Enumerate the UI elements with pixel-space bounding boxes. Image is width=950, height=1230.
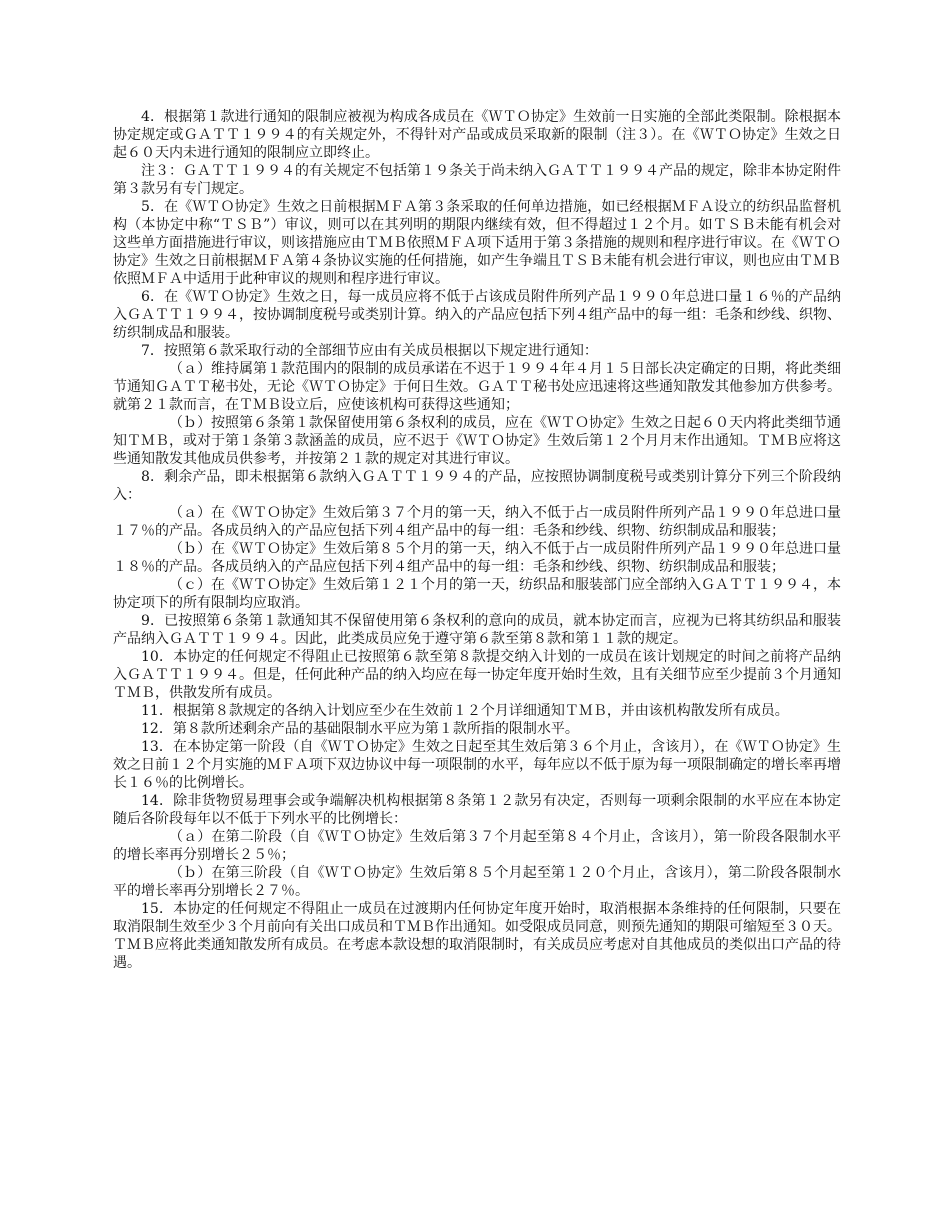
footnote-3: 注３：ＧＡＴＴ１９９４的有关规定不包括第１９条关于尚未纳入ＧＡＴＴ１９９４产品的规定，除非本协定附件第３款另有专门规定。 [113,163,841,197]
paragraph-8a: （ａ）在《ＷＴＯ协定》生效后第３７个月的第一天，纳入不低于占一成员附件所列产品１９９０年总进口量１７％的产品。各成员纳入的产品应包括下列４组产品中的每一组：毛条和纱线、织物、纺织制成品和服装； [113,505,841,539]
paragraph-11: 11．根据第８款规定的各纳入计划应至少在生效前１２个月详细通知ＴＭＢ，并由该机构散发所有成员。 [141,703,789,719]
paragraph-9: 9．已按照第６条第１款通知其不保留使用第６条权利的意向的成员，就本协定而言，应视为已将其纺织品和服装产品纳入ＧＡＴＴ１９９４。因此，此类成员应免于遵守第６款至第８款和第１１款的规定。 [113,613,841,647]
paragraph-6: 6．在《ＷＴＯ协定》生效之日，每一成员应将不低于占该成员附件所列产品１９９０年总进口量１６％的产品纳入ＧＡＴＴ１９９４，按协调制度税号或类别计算。纳入的产品应包括下列４组产品中的每一组：毛条和纱线、织物、纺织制成品和服装。 [113,289,841,341]
paragraph-8c: （ｃ）在《ＷＴＯ协定》生效后第１２１个月的第一天，纺织品和服装部门应全部纳入ＧＡＴＴ１９９４，本协定项下的所有限制均应取消。 [113,577,841,611]
paragraph-12: 12．第８款所述剩余产品的基础限制水平应为第１款所指的限制水平。 [141,721,579,737]
paragraph-8: 8．剩余产品，即未根据第６款纳入ＧＡＴＴ１９９４的产品，应按照协调制度税号或类别计算分下列三个阶段纳入： [113,469,841,503]
paragraph-7a: （ａ）维持属第１款范围内的限制的成员承诺在不迟于１９９４年４月１５日部长决定确定的日期，将此类细节通知ＧＡＴＴ秘书处，无论《ＷＴＯ协定》于何日生效。ＧＡＴＴ秘书处应迅速将这些通知散发其他参加方供参考。就第２１款而言，在ＴＭＢ设立后，应使该机构可获得这些通知； [113,361,841,413]
paragraph-14b: （ｂ）在第三阶段（自《ＷＴＯ协定》生效后第８５个月起至第１２０个月止，含该月），第二阶段各限制水平的增长率再分别增长２７％。 [113,865,841,899]
paragraph-14: 14．除非货物贸易理事会或争端解决机构根据第８条第１２款另有决定，否则每一项剩余限制的水平应在本协定随后各阶段每年以不低于下列水平的比例增长： [113,793,841,827]
paragraph-4: 4．根据第１款进行通知的限制应被视为构成各成员在《ＷＴＯ协定》生效前一日实施的全部此类限制。除根据本协定规定或ＧＡＴＴ１９９４的有关规定外，不得针对产品或成员采取新的限制（注３）。在《ＷＴＯ协定》生效之日起６０天内未进行通知的限制应立即终止。 [113,109,841,161]
paragraph-10: 10．本协定的任何规定不得阻止已按照第６款至第８款提交纳入计划的一成员在该计划规定的时间之前将产品纳入ＧＡＴＴ１９９４。但是，任何此种产品的纳入均应在每一协定年度开始时生效，且有关细节应至少提前３个月通知ＴＭＢ，供散发所有成员。 [113,649,841,701]
paragraph-7: 7．按照第６款采取行动的全部细节应由有关成员根据以下规定进行通知： [141,343,598,359]
paragraph-8b: （ｂ）在《ＷＴＯ协定》生效后第８５个月的第一天，纳入不低于占一成员附件所列产品１９９０年总进口量１８％的产品。各成员纳入的产品应包括下列４组产品中的每一组：毛条和纱线、织物、纺织制成品和服装； [113,541,841,575]
paragraph-7b: （ｂ）按照第６条第１款保留使用第６条权利的成员，应在《ＷＴＯ协定》生效之日起６０天内将此类细节通知ＴＭＢ，或对于第１条第３款涵盖的成员，应不迟于《ＷＴＯ协定》生效后第１２个月月末作出通知。ＴＭＢ应将这些通知散发其他成员供参考，并按第２１款的规定对其进行审议。 [113,415,841,467]
paragraph-13: 13．在本协定第一阶段（自《ＷＴＯ协定》生效之日起至其生效后第３６个月止，含该月），在《ＷＴＯ协定》生效之日前１２个月实施的ＭＦＡ项下双边协议中每一项限制的水平，每年应以不低于原为每一项限制确定的增长率再增长１６％的比例增长。 [113,739,841,791]
paragraph-15: 15．本协定的任何规定不得阻止一成员在过渡期内任何协定年度开始时，取消根据本条维持的任何限制，只要在取消限制生效至少３个月前向有关出口成员和ＴＭＢ作出通知。如受限成员同意，则预先通知的期限可缩短至３０天。ＴＭＢ应将此类通知散发所有成员。在考虑本款设想的取消限制时，有关成员应考虑对自其他成员的类似出口产品的待遇。 [113,901,841,971]
paragraph-5: 5．在《ＷＴＯ协定》生效之日前根据ＭＦＡ第３条采取的任何单边措施，如已经根据ＭＦＡ设立的纺织品监督机构（本协定中称“ＴＳＢ”）审议，则可以在其列明的期限内继续有效，但不得超过１２个月。如ＴＳＢ未能有机会对这些单方面措施进行审议，则该措施应由ＴＭＢ依照ＭＦＡ项下适用于第３条措施的规则和程序进行审议。在《ＷＴＯ协定》生效之日前根据ＭＦＡ第４条协议实施的任何措施，如产生争端且ＴＳＢ未能有机会进行审议，则也应由ＴＭＢ依照ＭＦＡ中适用于此种审议的规则和程序进行审议。 [113,199,841,287]
document-page [113,108,841,972]
paragraph-14a: （ａ）在第二阶段（自《ＷＴＯ协定》生效后第３７个月起至第８４个月止，含该月），第一阶段各限制水平的增长率再分别增长２５％； [113,829,841,863]
